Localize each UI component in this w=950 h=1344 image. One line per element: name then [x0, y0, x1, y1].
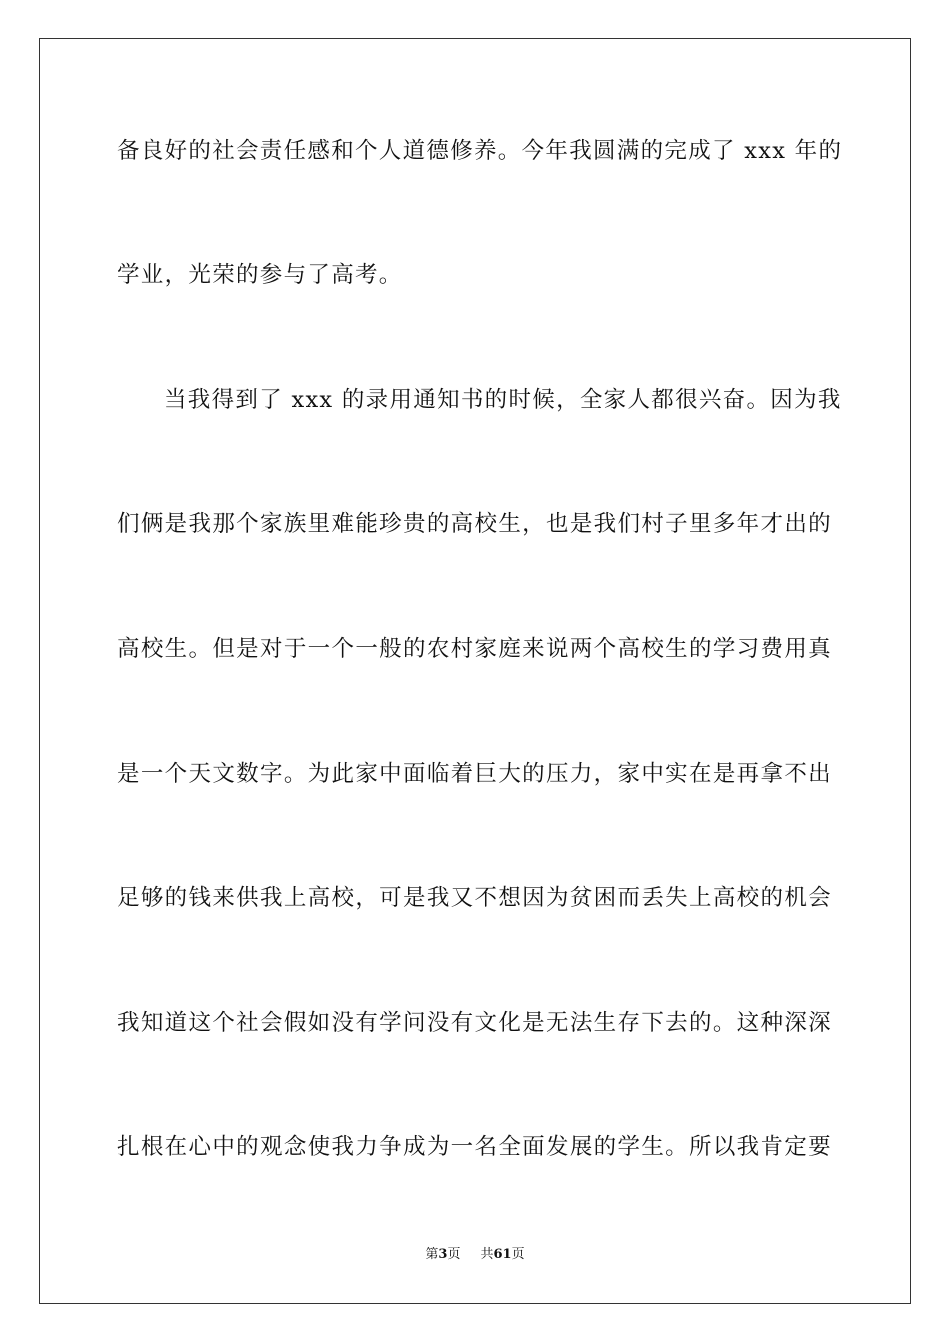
text-line-5: 高校生。但是对于一个一般的农村家庭来说两个高校生的学习费用真	[117, 636, 832, 662]
text-line-7: 足够的钱来供我上高校，可是我又不想因为贫困而丢失上高校的机会	[117, 885, 832, 911]
text-line-4: 们俩是我那个家族里难能珍贵的高校生，也是我们村子里多年才出的	[117, 511, 832, 537]
page-number: 3	[438, 1247, 448, 1262]
page-footer	[0, 1246, 950, 1264]
page-border	[39, 38, 911, 1304]
text-line-1: 备良好的社会责任感和个人道德修养。今年我圆满的完成了 xxx 年的	[117, 138, 843, 164]
text-line-9: 扎根在心中的观念使我力争成为一名全面发展的学生。所以我肯定要	[117, 1134, 832, 1160]
total-prefix: 共	[480, 1247, 494, 1262]
text-line-6: 是一个天文数字。为此家中面临着巨大的压力，家中实在是再拿不出	[117, 761, 832, 787]
text-line-8: 我知道这个社会假如没有学问没有文化是无法生存下去的。这种深深	[117, 1010, 832, 1036]
total-suffix: 页	[511, 1247, 525, 1262]
page-prefix: 第	[425, 1247, 439, 1262]
total-pages: 61	[493, 1247, 512, 1262]
text-line-2: 学业，光荣的参与了高考。	[117, 262, 403, 288]
page-suffix: 页	[447, 1247, 461, 1262]
text-line-3: 当我得到了 xxx 的录用通知书的时候，全家人都很兴奋。因为我	[164, 387, 842, 413]
